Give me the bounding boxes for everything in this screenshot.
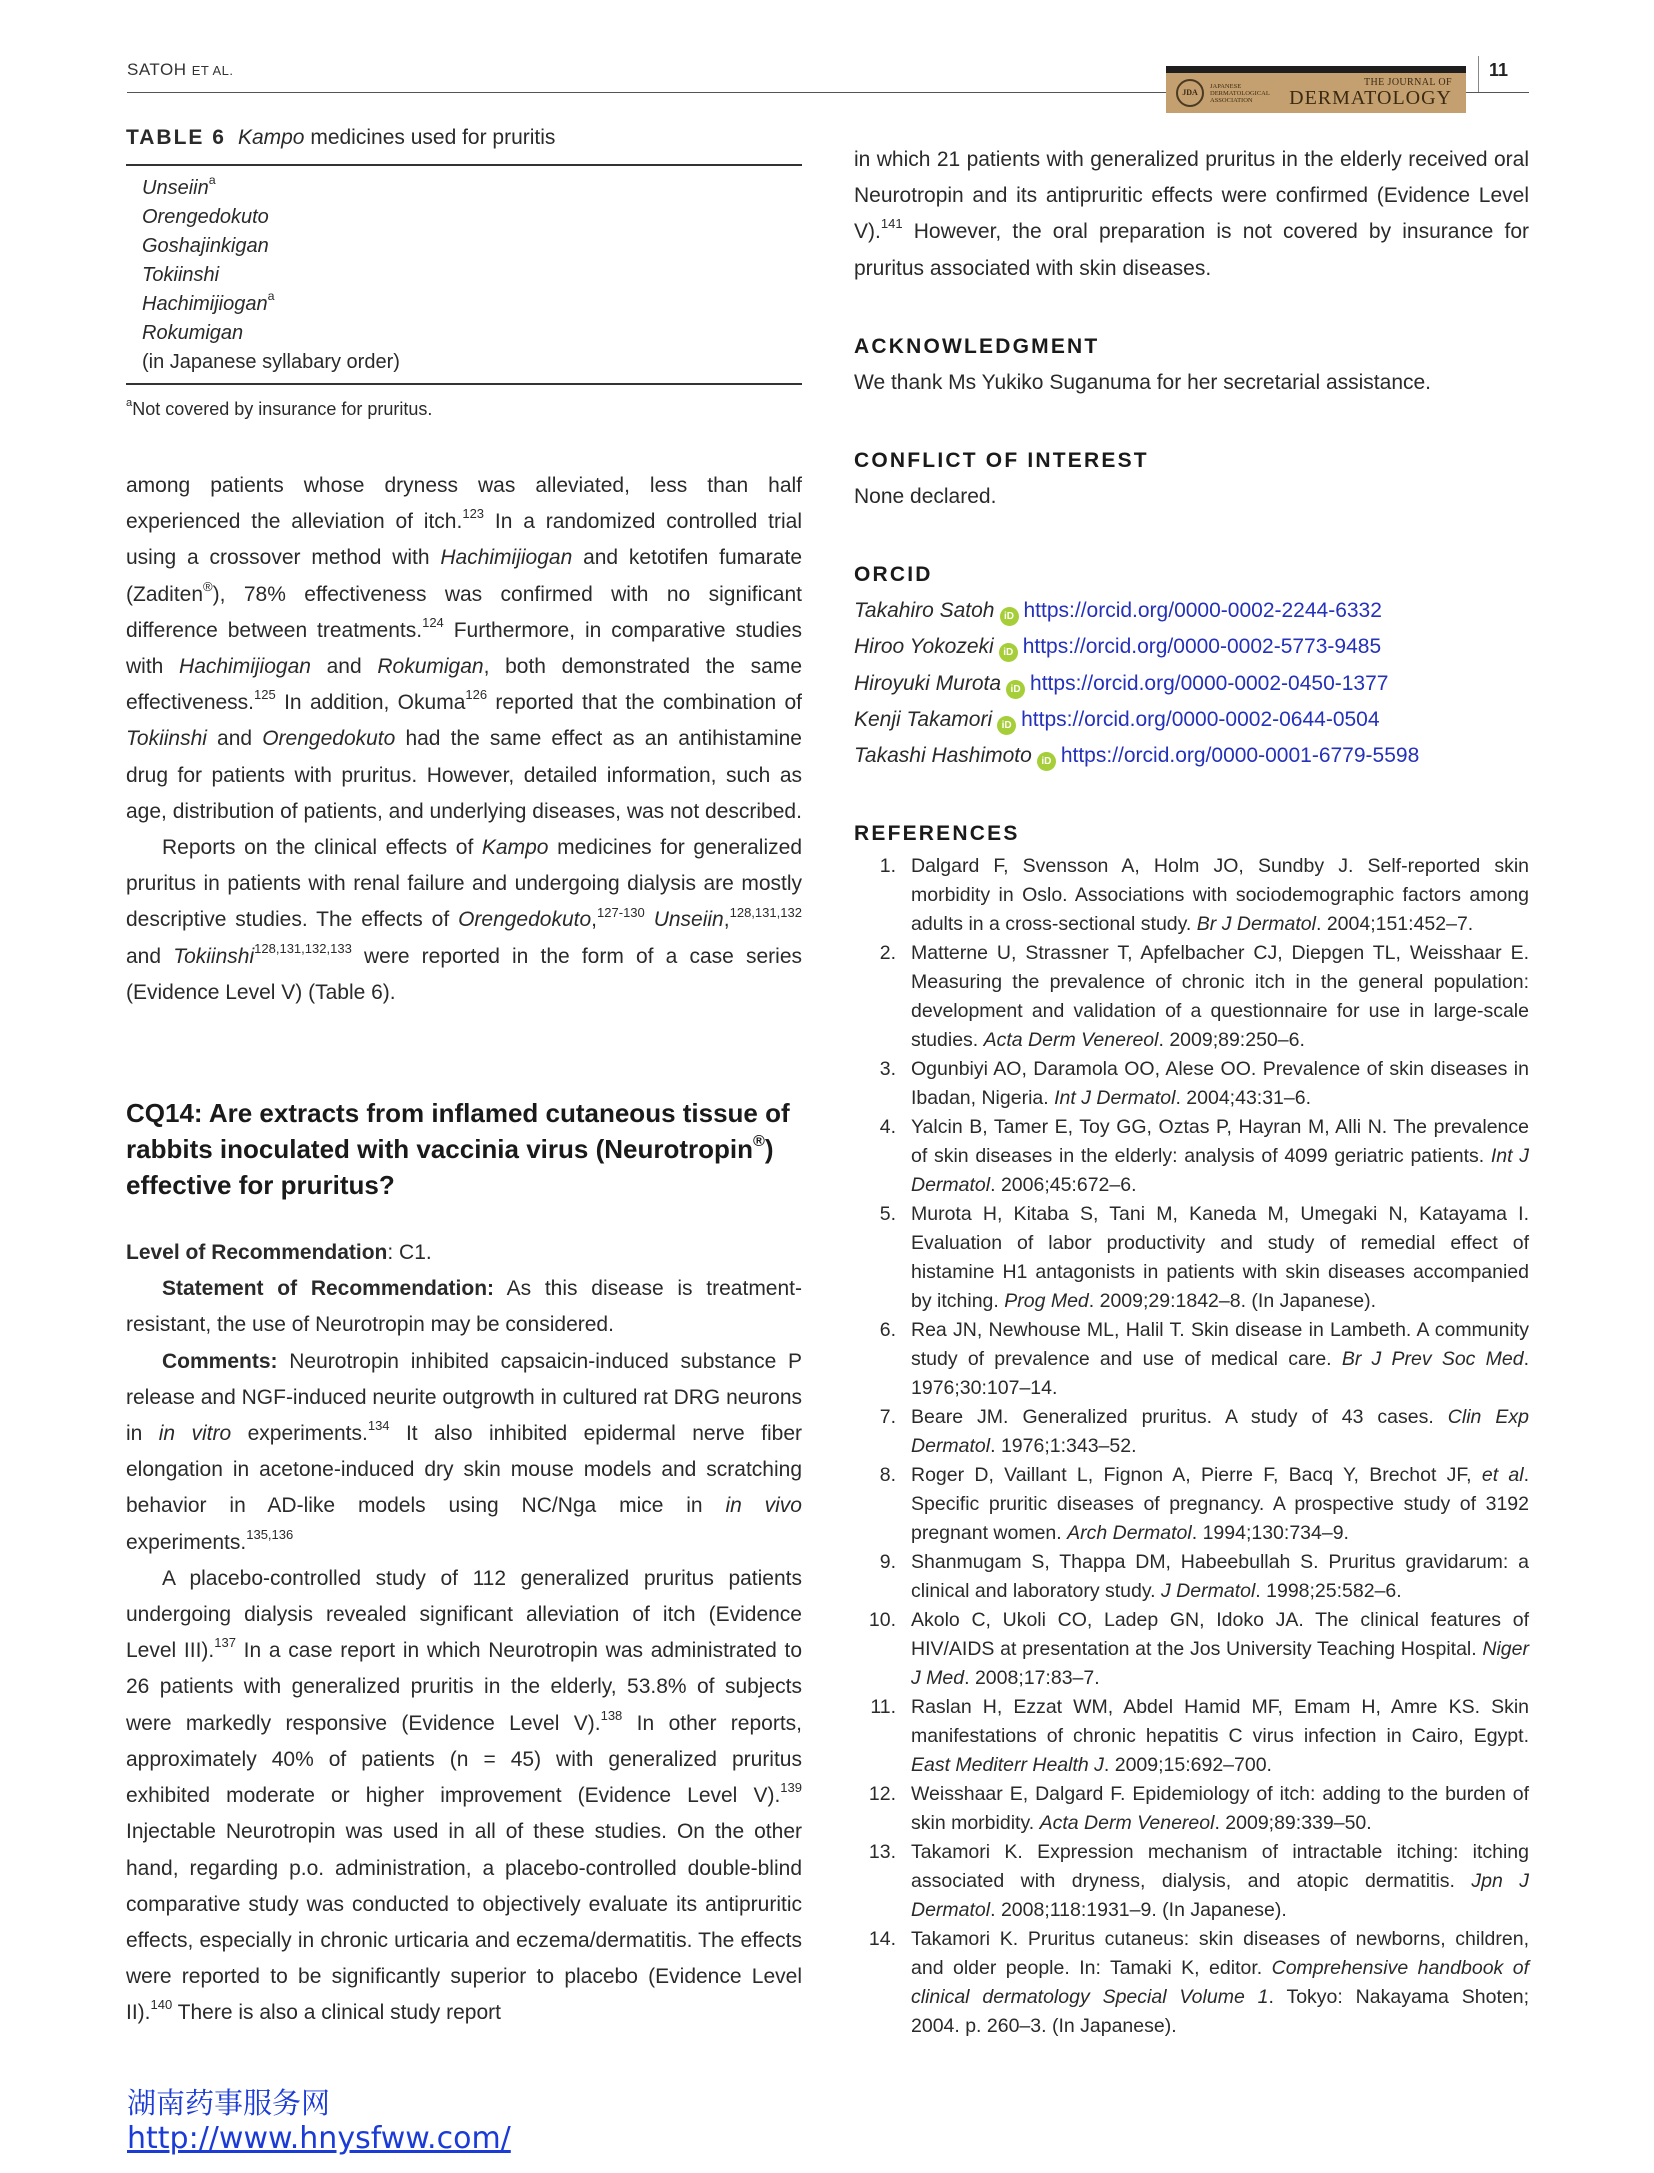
orcid-icon: iD — [1037, 752, 1056, 771]
journal-name-line1: THE JOURNAL OF — [1363, 77, 1452, 88]
table-label: TABLE 6 — [126, 126, 226, 149]
conflict-of-interest-heading: CONFLICT OF INTEREST — [854, 449, 1149, 473]
reference-item: 7. Beare JM. Generalized pruritus. A study of 43 cases. Clin Exp Dermatol. 1976;1:343–52. — [879, 1406, 1529, 1458]
page-number-divider — [1478, 56, 1479, 92]
watermark-url[interactable]: http://www.hnysfww.com/ — [127, 2121, 511, 2156]
body-paragraph: among patients whose dryness was alleviated, less than half experienced the alleviation of itch.$^{123}$ In a randomized controlled trial using a crossover method with Hachimijiogan and ketotifen fumarate (Zaditen®), 78% effectiveness was confirmed with no significant difference between treatments.$^{124}$ Furthermore, in comparative studies with Hachimijiogan and Rokumigan, both demonstrated the same effectiveness.$^{125}$ In addition, Okuma$^{126}$ reported that the combination of Tokiinshi and Orengedokuto had the same effect as an antihistamine drug for patients with pruritus. However, detailed information, such as age, distribution of patients, and underlying diseases, was not described. — [126, 474, 803, 823]
reference-item: 13. Takamori K. Expression mechanism of intractable itching: itching associated with dryness, dialysis, and atopic dermatitis. Jpn J Dermatol. 2008;118:1931–9. (In Japanese). — [868, 1841, 1529, 1922]
table-caption — [126, 126, 802, 150]
table-title: medicines used for pruritis — [304, 126, 556, 149]
table-row: Tokiinshi — [142, 264, 220, 286]
reference-item: 6. Rea JN, Newhouse ML, Halil T. Skin disease in Lambeth. A community study of prevalence and use of medical care. Br J Prev Soc Med. 1976;30:107–14. — [879, 1319, 1529, 1400]
table-row: Hachimijiogan$^a$ — [142, 289, 275, 315]
body-paragraph: in which 21 patients with generalized pruritus in the elderly received oral Neurotropin and its antipruritic effects were confirmed (Evidence Level V).$^{141}$ However, the oral preparation is not covered by insurance for pruritus associated with skin diseases. — [854, 148, 1529, 280]
journal-logo — [1166, 66, 1466, 113]
conflict-of-interest-text: None declared. — [854, 485, 997, 509]
watermark-chinese: 湖南药事服务网 — [127, 2086, 331, 2120]
comments-paragraph: Comments: Neurotropin inhibited capsaicin-induced substance P release and NGF-induced neurite outgrowth in cultured rat DRG neurons in in vitro experiments.$^{134}$ It also inhibited epidermal nerve fiber elongation in acetone-induced dry skin mouse models and scratching behavior in AD-like models using NC/Nga mice in in vivo experiments.$^{135,136}$ — [126, 1349, 802, 1554]
reference-item: 5. Murota H, Kitaba S, Tani M, Kaneda M, Umegaki N, Katayama I. Evaluation of labor productivity and study of remedial effect of histamine H1 antagonists in patients with skin diseases accompanied by itching. Prog Med. 2009;29:1842–8. (In Japanese). — [879, 1203, 1529, 1313]
running-head-authors: SATOH — [127, 60, 187, 79]
author-name: Hiroo Yokozeki — [854, 635, 994, 659]
orcid-icon: iD — [999, 643, 1018, 662]
cq14-heading: CQ14: Are extracts from inflamed cutaneous tissue of rabbits inoculated with vaccinia virus (Neurotropin®) effective for pruritus? — [126, 1098, 790, 1201]
orcid-link[interactable]: https://orcid.org/0000-0002-5773-9485 — [1022, 635, 1382, 659]
reference-item: 10. Akolo C, Ukoli CO, Ladep GN, Idoko JA. The clinical features of HIV/AIDS at presentation at the Jos University Teaching Hospital. Niger J Med. 2008;17:83–7. — [868, 1609, 1529, 1690]
association-name: JAPANESE DERMATOLOGICAL ASSOCIATION — [1210, 82, 1270, 104]
orcid-link[interactable]: https://orcid.org/0000-0002-0644-0504 — [1021, 707, 1380, 731]
orcid-entry — [854, 629, 1529, 665]
acknowledgment-text: We thank Ms Yukiko Suganuma for her secretarial assistance. — [854, 370, 1432, 394]
statement-of-recommendation: Statement of Recommendation: As this disease is treatment-resistant, the use of Neurotropin may be considered. — [126, 1277, 802, 1337]
reference-item: 3. Ogunbiyi AO, Daramola OO, Alese OO. Prevalence of skin diseases in Ibadan, Nigeria. Int J Dermatol. 2004;43:31–6. — [879, 1058, 1529, 1110]
reference-item: 11. Raslan H, Ezzat WM, Abdel Hamid MF, Emam H, Amre KS. Skin manifestations of chronic hepatitis C virus infection in Cairo, Egypt. East Mediterr Health J. 2009;15:692–700. — [870, 1696, 1529, 1777]
orcid-link[interactable]: https://orcid.org/0000-0002-0450-1377 — [1030, 671, 1389, 695]
orcid-icon: iD — [1006, 680, 1025, 699]
acknowledgment-heading: ACKNOWLEDGMENT — [854, 334, 1100, 358]
reference-item: 8. Roger D, Vaillant L, Fignon A, Pierre F, Bacq Y, Brechot JF, et al. Specific pruritic diseases of pregnancy. A prospective study of 3192 pregnant women. Arch Dermatol. 1994;130:734–9. — [879, 1464, 1529, 1545]
table-title-italic: Kampo — [237, 126, 305, 149]
reference-item: 9. Shanmugam S, Thappa DM, Habeebullah S. Pruritus gravidarum: a clinical and laboratory study. J Dermatol. 1998;25:582–6. — [879, 1551, 1529, 1603]
reference-item: 1. Dalgard F, Svensson A, Holm JO, Sundby J. Self-reported skin morbidity in Oslo. Associations with sociodemographic factors among adults in a cross-sectional study. Br J Dermatol. 2004;151:452–7. — [879, 855, 1529, 936]
body-paragraph: A placebo-controlled study of 112 generalized pruritus patients undergoing dialysis revealed significant alleviation of itch (Evidence Level III).$^{137}$ In a case report in which Neurotropin was administrated to 26 patients with generalized pruritis in the elderly, 53.8% of subjects were markedly responsive (Evidence Level V).$^{138}$ In other reports, approximately 40% of patients (n = 45) with generalized pruritus exhibited moderate or higher improvement (Evidence Level V).$^{139}$ Injectable Neurotropin was used in all of these studies. On the other hand, regarding p.o. administration, a placebo-controlled double-blind comparative study was conducted to objectively evaluate its antipruritic effects, especially in chronic urticaria and eczema/dermatitis. The effects were reported to be significantly superior to placebo (Evidence Level II).$^{140}$ There is also a clinical study report — [126, 1566, 803, 2025]
table-order-note: (in Japanese syllabary order) — [142, 351, 400, 373]
orcid-link[interactable]: https://orcid.org/0000-0002-2244-6332 — [1023, 599, 1382, 623]
table-row: Orengedokuto — [142, 206, 269, 228]
orcid-link[interactable]: https://orcid.org/0000-0001-6779-5598 — [1060, 744, 1420, 768]
page-number: 11 — [1489, 60, 1509, 80]
reference-item: 2. Matterne U, Strassner T, Apfelbacher CJ, Diepgen TL, Weisshaar E. Measuring the prevalence of chronic itch in the general population: development and validation of a questionnaire for use in large-scale studies. Acta Derm Venereol. 2009;89:250–6. — [879, 942, 1529, 1052]
orcid-heading: ORCID — [854, 563, 933, 587]
table-footnote: $^a$Not covered by insurance for pruritus. — [126, 397, 433, 419]
references-heading: REFERENCES — [854, 822, 1020, 846]
orcid-icon: iD — [1000, 607, 1019, 626]
author-name: Hiroyuki Murota — [854, 671, 1002, 695]
table-row: Unseiin$^a$ — [142, 173, 216, 199]
journal-name-line2: DERMATOLOGY — [1289, 87, 1452, 109]
left-column — [126, 122, 802, 2032]
orcid-list — [854, 593, 1529, 774]
orcid-entry — [854, 702, 1529, 738]
author-name: Kenji Takamori — [854, 707, 993, 731]
level-of-recommendation: Level of Recommendation: C1. — [126, 1241, 432, 1265]
reference-item: 14. Takamori K. Pruritus cutaneus: skin diseases of newborns, children, and older people. In: Tamaki K, editor. Comprehensive handbook of clinical dermatology Special Volume 1. Tokyo: Nakayama Shoten; 2004. p. 260–3. (In Japanese). — [868, 1928, 1529, 2038]
body-paragraph: Reports on the clinical effects of Kampo medicines for generalized pruritus in patients with renal failure and undergoing dialysis are mostly descriptive studies. The effects of Orengedokuto,$^{127-130}$ Unseiin,$^{128,131,132}$ and Tokiinshi$^{128,131,132,133}$ were reported in the form of a case series (Evidence Level V) (Table 6). — [126, 836, 802, 1004]
orcid-entry — [854, 666, 1529, 702]
orcid-icon: iD — [997, 716, 1016, 735]
reference-list — [854, 852, 1529, 2041]
reference-item: 12. Weisshaar E, Dalgard F. Epidemiology of itch: adding to the burden of skin morbidity. Acta Derm Venereol. 2009;89:339–50. — [868, 1783, 1529, 1835]
journal-name — [1289, 77, 1452, 109]
orcid-entry — [854, 738, 1529, 774]
reference-item: 4. Yalcin B, Tamer E, Toy GG, Oztas P, Hayran M, Alli N. The prevalence of skin diseases in the elderly: analysis of 4099 geriatric patients. Int J Dermatol. 2006;45:672–6. — [879, 1116, 1529, 1197]
author-name: Takahiro Satoh — [854, 599, 995, 623]
site-watermark — [127, 2085, 511, 2157]
running-head — [127, 60, 234, 80]
jda-seal-icon: JDA — [1176, 79, 1204, 107]
table-row: Goshajinkigan — [142, 235, 269, 257]
table-6 — [126, 164, 802, 385]
right-column — [854, 142, 1529, 2041]
author-name: Takashi Hashimoto — [854, 744, 1032, 768]
orcid-entry — [854, 593, 1529, 629]
running-head-etal: ET AL. — [191, 63, 234, 78]
table-row: Rokumigan — [142, 322, 244, 344]
